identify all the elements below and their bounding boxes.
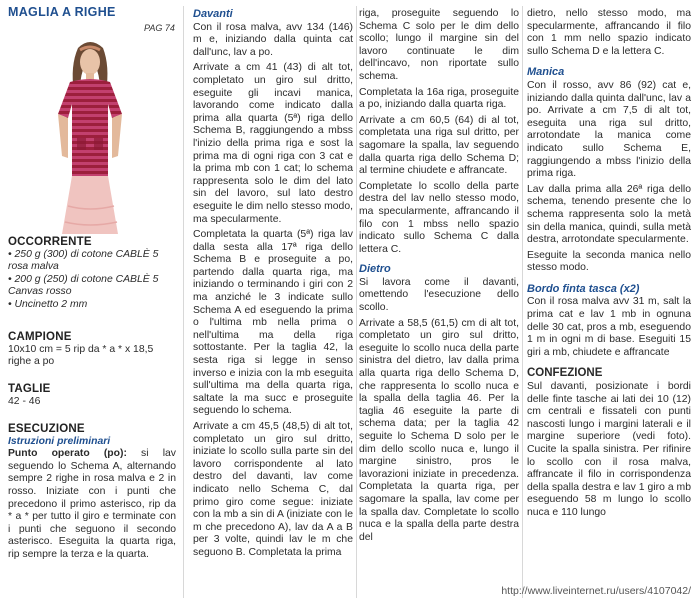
manica-paragraph: Lav dalla prima alla 26ª riga dello schema, tenendo presente che lo schema rappresenta solo la metà sin della manica, quindi, sulla metà destra, arrotondate specularmente. [527,183,691,246]
esecuzione-section [8,423,176,562]
col3-paragraph: riga, proseguite seguendo lo Schema C solo per le dim dello scollo; lungo il margine sin del lavoro continuate le dim dell'incavo, non riportate sullo schema. [359,8,519,82]
column-divider [522,6,523,598]
column-dietro [359,8,519,547]
dietro-title: Dietro [359,263,391,276]
bordo-title: Bordo finta tasca (x2) [527,282,640,295]
col3-paragraph: Completate lo scollo della parte destra del lav nello stesso modo, ma specularmente, affrancando il filo con 1 mbss nello spazio indicato sullo Schema C dalla lettera C. [359,180,519,255]
col4-paragraph: dietro, nello stesso modo, ma specularmente, affrancando il filo con 1 mm nello spazio indicato sullo Schema D e la lettera C. [527,8,691,57]
occorrente-item: • 250 g (300) di cotone CABLÈ 5 rosa malva [8,248,159,273]
manica-paragraph: Eseguite la seconda manica nello stesso modo. [527,249,691,274]
col3-paragraph: Completata la 16a riga, proseguite a po, iniziando dalla quarta riga. [359,86,519,111]
column-divider [356,6,357,598]
esecuzione-title: ESECUZIONE [8,423,85,435]
source-url[interactable]: http://www.liveinternet.ru/users/4107042/ [501,585,691,597]
bordo-paragraph: Con il rosa malva avv 31 m, salt la prima cat e lav 1 mb in ognuna delle 30 cat, pros a mb, eseguendo 1 m in ogni m di base. Eseguiti 15 giri a mb, chiudete e affrancate [527,296,691,358]
davanti-paragraph: Con il rosa malva, avv 134 (146) m e, iniziando dalla quinta cat dall'unc, lav a po. [193,21,353,58]
davanti-title: Davanti [193,8,233,20]
davanti-paragraph: Completata la quarta (5ª) riga lav dalla sesta alla 17ª riga dello Schema B e proseguite a po, partendo dalla quarta riga, ma iniziando o terminando i giri con 2 ma anziché le 3 indicate sullo Schema A ed eseguendo la prima o l'ultima mb nella prima o nell'ultima ma della riga sottostante. Per la taglia 42, la sesta riga si legge in senso inverso e inizia con la mb eseguita sull'ultima ma della quarta riga, saltate la ma succ e proseguite seguendo lo schema. [193,229,353,417]
confezione-paragraph: Sul davanti, posizionate i bordi delle finte tasche ai lati dei 10 (12) cm centrali e fissateli con punti nascosti lungo i margini laterali e il margine superiore (vedi foto). Cucite la spalla sinistra. Per rifinire lo scollo con il rosa malva, affrancate il filo in corrispondenza della spalla destra e lav 1 giro a mb eseguendo 58 m lungo lo scollo nuca e 110 lungo [527,381,691,518]
punto-operato-body: si lav seguendo lo Schema A, alternando sempre 2 righe in rosa malva e 2 in rosso. Iniziate con i punti che precedono il primo asterisco, rip da * a * per tutto il giro e terminate con i punti che seguono il secondo asterisco. Eseguita la quarta riga, rip sempre la terza e la quarta. [8,448,176,560]
page-title: MAGLIA A RIGHE [8,5,116,19]
taglie-section [8,383,176,408]
manica-paragraph: Con il rosso, avv 86 (92) cat e, iniziando dalla quinta dall'unc, lav a po. Arrivate a cm 7,5 di alt tot, eseguita una riga sul dritto, arrotondate la manica come indicato sullo Schema E, raggiungendo a mbss l'inizio della prima riga. [527,79,691,180]
dietro-paragraph: Arrivate a 58,5 (61,5) cm di alt tot, completato un giro sul dritto, eseguite lo scollo nuca della parte sinistra del dietro, lav dalla prima alla quarta riga dello Schema D, che rappresenta lo scollo nuca e la spalla della taglia 46. Per la taglia 46 eseguite la parte di schema data; per la taglia 42 seguite lo Schema D solo per le dim dello scollo nuca e, lungo il margine sinistro, pros le lavorazioni iniziate in precedenza. Completata la quarta riga, per sagomare la spalla, lav come per la spalla dav. Completate lo scollo nuca e la spalla della parte destra del [359,317,519,543]
esecuzione-text [8,448,176,561]
campione-section [8,331,176,369]
page-reference: PAG 74 [144,23,175,33]
column-davanti [193,8,353,563]
occorrente-title: OCCORRENTE [8,236,92,248]
column-manica [527,8,691,523]
taglie-text: 42 - 46 [8,395,41,407]
campione-text: 10x10 cm = 5 rip da * a * x 18,5 righe a po [8,343,154,368]
occorrente-item: • 200 g (250) di cotone CABLÈ 5 Canvas rosso [8,273,159,298]
campione-title: CAMPIONE [8,331,72,343]
column-divider [183,6,184,598]
occorrente-section [8,236,176,312]
dietro-paragraph: Si lavora come il davanti, omettendo l'esecuzione dello scollo. [359,276,519,314]
taglie-title: TAGLIE [8,383,51,395]
punto-operato-label: Punto operato (po): [8,448,127,460]
davanti-paragraph: Arrivate a cm 41 (43) di alt tot, completato un giro sul dritto, eseguite gli incavi manica, lavorando come indicato dalla prima alla quarta (5ª) riga dello Schema B, raggiungendo a mbss l'inizio della prima riga e sost la prima ma di ogni riga con 3 cat e la prima mb con 1 cat; lo schema rappresenta solo le dim del lato sin del lavoro, sul lato destro eseguite le dim nello stesso modo, ma specularmente. [193,62,353,225]
manica-title: Manica [527,66,565,79]
occorrente-item: • Uncinetto 2 mm [8,298,88,310]
davanti-paragraph: Arrivate a cm 45,5 (48,5) di alt tot, completato un giro sul dritto, iniziate lo scollo sulla parte sin del lavoro corrispondente al lato destro del davanti, lav come indicato nello Schema C, dal primo giro come segue: iniziate con la mb a sin di A (iniziate con le m che precedono A), lav da A a B per 3 volte, quindi lav le m che seguono B. Completata la prima [193,421,353,558]
col3-paragraph: Arrivate a cm 60,5 (64) di al tot, completata una riga sul dritto, per sagomare la spalla, lav seguendo dalla quarta riga dello Schema D; al termine chiudete e affrancate. [359,114,519,177]
model-photo [48,36,133,234]
confezione-title: CONFEZIONE [527,367,603,380]
esecuzione-subtitle: Istruzioni preliminari [8,435,111,447]
